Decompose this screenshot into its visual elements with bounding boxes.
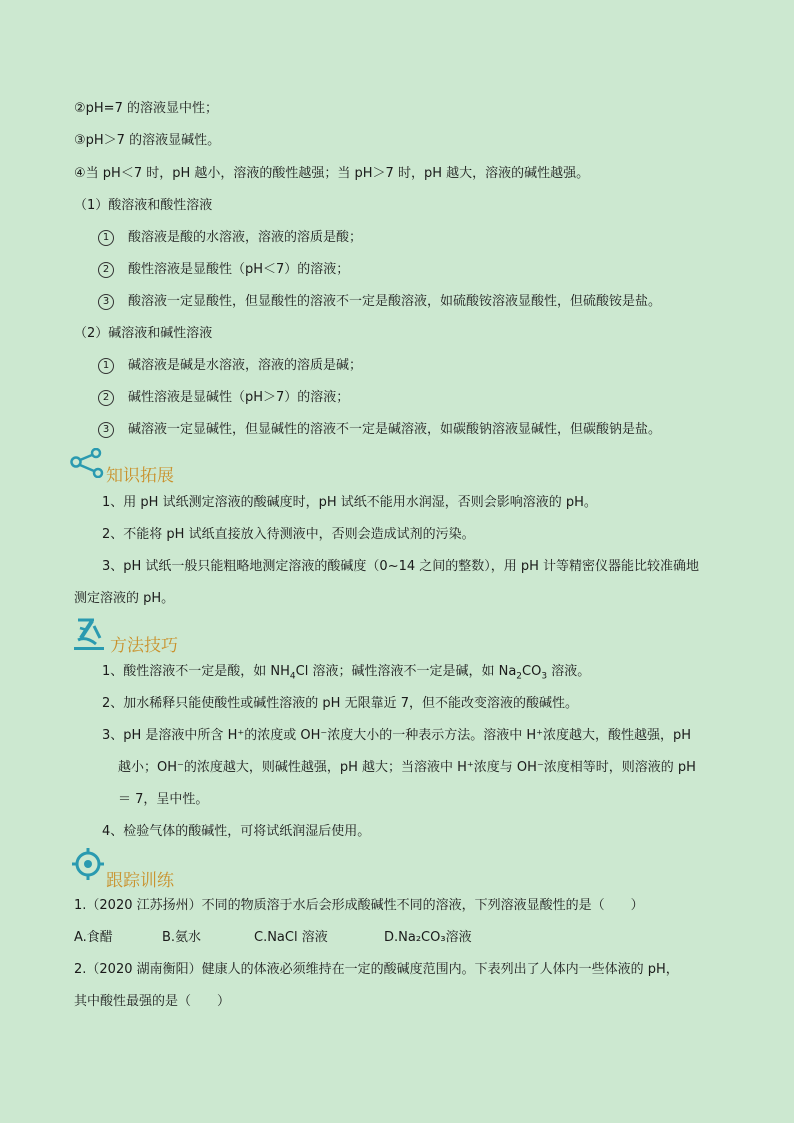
- list-item: 3 酸溶液一定显酸性，但显酸性的溶液不一定是酸溶液，如硫酸铵溶液显酸性，但硫酸铵是盐。: [98, 293, 661, 311]
- item-number: 2: [98, 262, 114, 278]
- method-p4: 4、检验气体的酸碱性，可将试纸润湿后使用。: [102, 824, 371, 839]
- question-1: 1.（2020 江苏扬州）不同的物质溶于水后会形成酸碱性不同的溶液，下列溶液显酸性的是（ ）: [74, 898, 644, 913]
- list-item: 3 碱溶液一定显碱性，但显碱性的溶液不一定是碱溶液，如碳酸钠溶液显碱性，但碳酸钠是盐。: [98, 421, 661, 439]
- method-title: 方法技巧: [110, 636, 178, 656]
- item-number: 1: [98, 358, 114, 374]
- method-p3-end: ＝ 7，呈中性。: [118, 792, 209, 807]
- knowledge-p2: 2、不能将 pH 试纸直接放入待测液中，否则会造成试剂的污染。: [102, 527, 475, 542]
- practice-title: 跟踪训练: [106, 871, 174, 891]
- base-heading: （2）碱溶液和碱性溶液: [74, 326, 213, 341]
- knowledge-p1: 1、用 pH 试纸测定溶液的酸碱度时，pH 试纸不能用水润湿，否则会影响溶液的 pH。: [102, 495, 597, 510]
- knowledge-p3: 3、pH 试纸一般只能粗略地测定溶液的酸碱度（0~14 之间的整数），用 pH 计等精密仪器能比较准确地: [102, 559, 700, 574]
- option-b: B.氨水: [162, 930, 202, 945]
- ph-basic-line: ③pH＞7 的溶液显碱性。: [74, 133, 221, 148]
- question-2: 2.（2020 湖南衡阳）健康人的体液必须维持在一定的酸碱度范围内。下表列出了人体内一些体液的 pH，: [74, 962, 679, 977]
- item-number: 3: [98, 422, 114, 438]
- microscope-icon: [72, 616, 106, 652]
- list-item: 1 碱溶液是碱是水溶液，溶液的溶质是碱；: [98, 357, 362, 375]
- question-2-cont: 其中酸性最强的是（ ）: [74, 994, 231, 1009]
- item-number: 2: [98, 390, 114, 406]
- method-p2: 2、加水稀释只能使酸性或碱性溶液的 pH 无限靠近 7，但不能改变溶液的酸碱性。: [102, 696, 578, 711]
- ph-trend-line: ④当 pH＜7 时，pH 越小，溶液的酸性越强；当 pH＞7 时，pH 越大，溶液的碱性越强。: [74, 166, 590, 181]
- knowledge-p3-cont: 测定溶液的 pH。: [74, 591, 175, 606]
- item-number: 1: [98, 230, 114, 246]
- share-nodes-icon: [70, 448, 106, 478]
- list-item: 2 酸性溶液是显酸性（pH＜7）的溶液；: [98, 261, 349, 279]
- method-p1: 1、酸性溶液不一定是酸，如 $NH_4Cl$ 溶液；碱性溶液不一定是碱，如 $Na_2CO_3$ 溶液。: [102, 664, 591, 682]
- list-item: 2 碱性溶液是显碱性（pH＞7）的溶液；: [98, 389, 349, 407]
- method-p3: 3、pH 是溶液中所含 H⁺的浓度或 OH⁻浓度大小的一种表示方法。溶液中 H⁺浓度越大，酸性越强，pH: [102, 728, 691, 743]
- option-a: A.食醋: [74, 930, 113, 945]
- option-d: D.Na₂CO₃溶液: [384, 930, 472, 945]
- option-c: C.NaCl 溶液: [254, 930, 328, 945]
- ph-neutral-line: ②pH=7 的溶液显中性；: [74, 101, 218, 116]
- question-1-options: [74, 929, 472, 947]
- list-item: 1 酸溶液是酸的水溶液，溶液的溶质是酸；: [98, 229, 362, 247]
- knowledge-title: 知识拓展: [106, 466, 174, 486]
- target-icon: [72, 848, 104, 880]
- item-number: 3: [98, 294, 114, 310]
- acid-heading: （1）酸溶液和酸性溶液: [74, 198, 213, 213]
- method-p3-cont: 越小；OH⁻的浓度越大，则碱性越强，pH 越大；当溶液中 H⁺浓度与 OH⁻浓度相等时，则溶液的 pH: [118, 760, 696, 775]
